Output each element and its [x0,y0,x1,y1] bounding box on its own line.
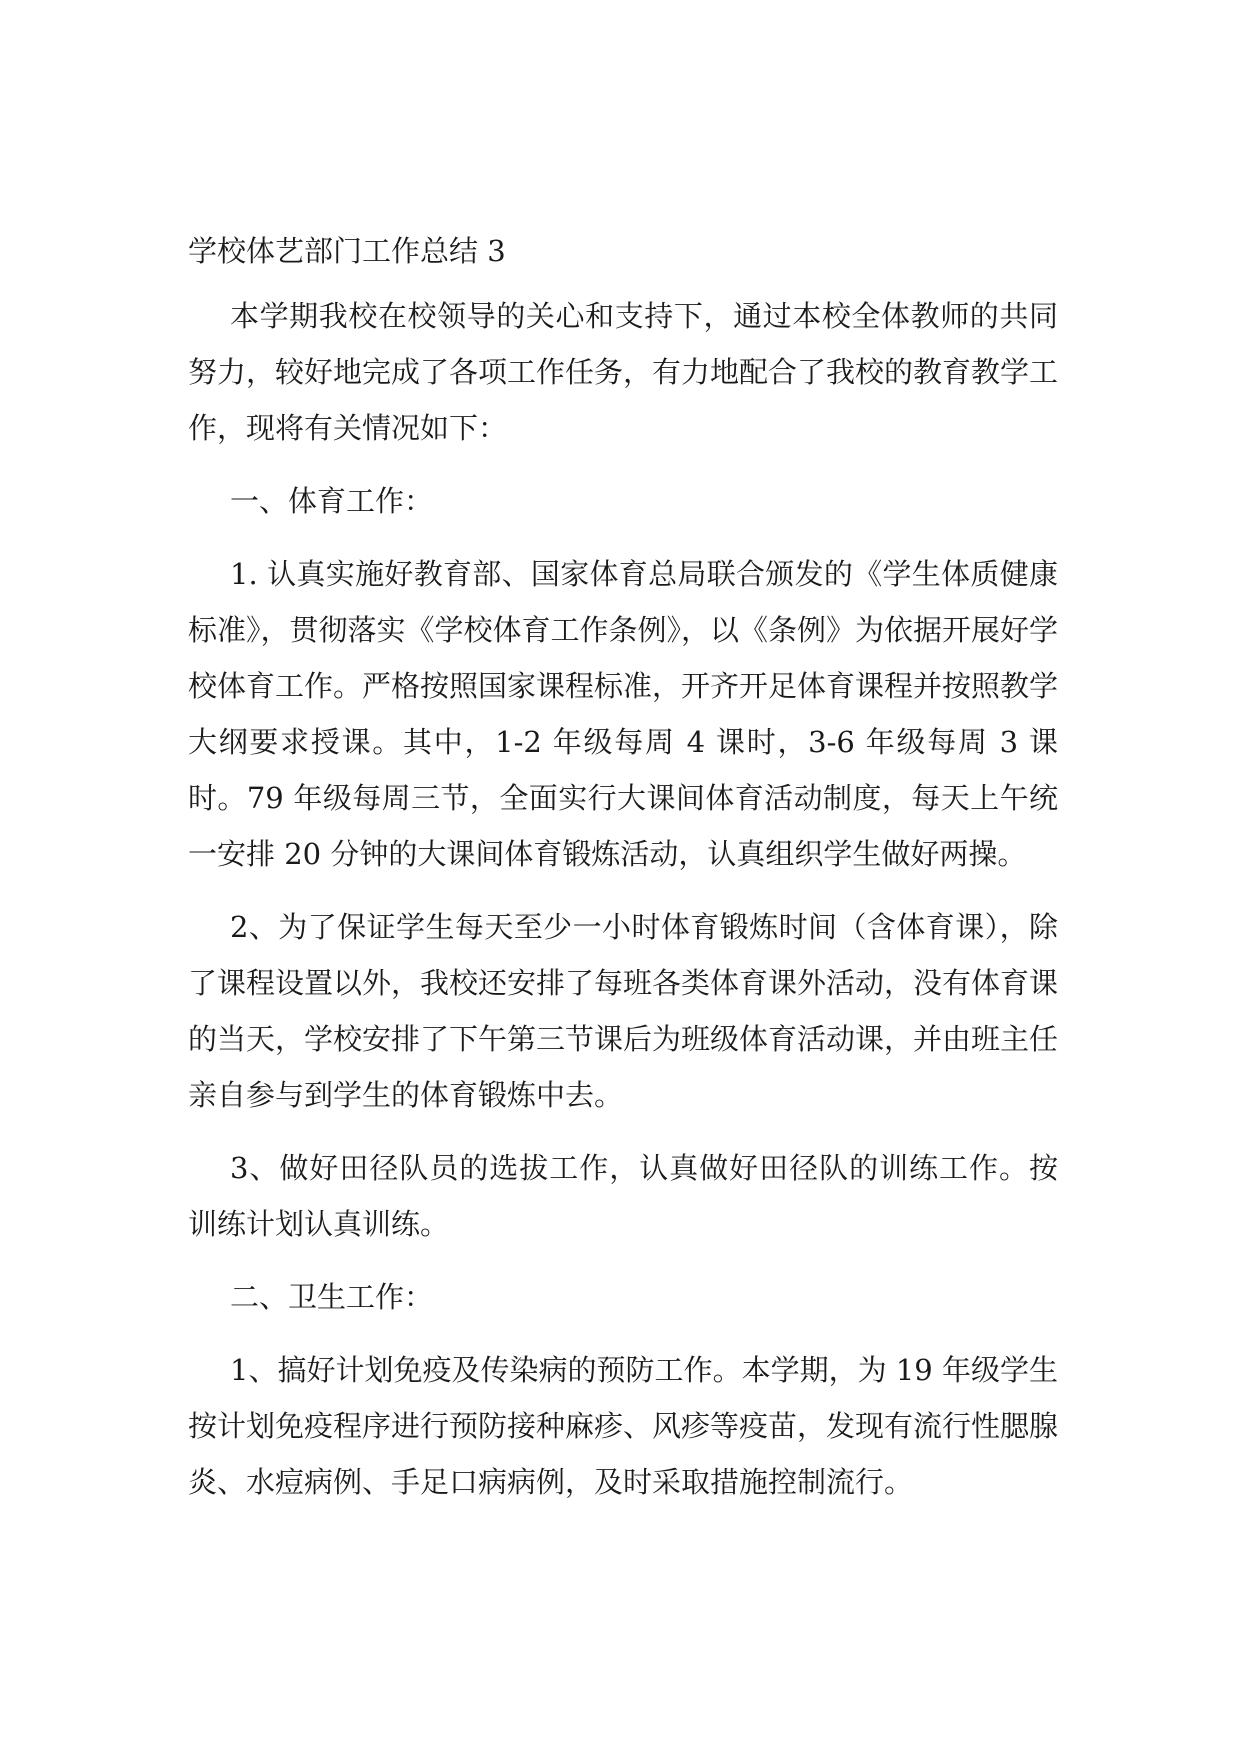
document-page [188,228,1058,1510]
section-heading-sports: 一、体育工作： [230,484,434,518]
section-heading-health: 二、卫生工作： [230,1280,434,1314]
health-item-1: 1、搞好计划免疫及传染病的预防工作。本学期，为 19 年级学生按计划免疫程序进行预防接种麻疹、风疹等疫苗，发现有流行性腮腺炎、水痘病例、手足口病病例，及时采取措施控制流行。 [188,1353,1059,1499]
document-title: 学校体艺部门工作总结 3 [188,234,506,268]
sports-item-1: 1. 认真实施好教育部、国家体育总局联合颁发的《学生体质健康标准》，贯彻落实《学校体育工作条例》，以《条例》为依据开展好学校体育工作。严格按照国家课程标准，开齐开足体育课程并按照教学大纲要求授课。其中，1-2 年级每周 4 课时，3-6 年级每周 3 课时。79 年级每周三节，全面实行大课间体育活动制度，每天上午统一安排 20 分钟的大课间体育锻炼活动，认真组织学生做好两操。 [188,557,1059,871]
sports-item-2: 2、为了保证学生每天至少一小时体育锻炼时间（含体育课），除了课程设置以外，我校还安排了每班各类体育课外活动，没有体育课的当天，学校安排了下午第三节课后为班级体育活动课，并由班主任亲自参与到学生的体育锻炼中去。 [188,910,1059,1112]
intro-paragraph: 本学期我校在校领导的关心和支持下，通过本校全体教师的共同努力，较好地完成了各项工作任务，有力地配合了我校的教育教学工作，现将有关情况如下： [188,299,1059,445]
sports-item-3: 3、做好田径队员的选拔工作，认真做好田径队的训练工作。按训练计划认真训练。 [188,1151,1058,1241]
